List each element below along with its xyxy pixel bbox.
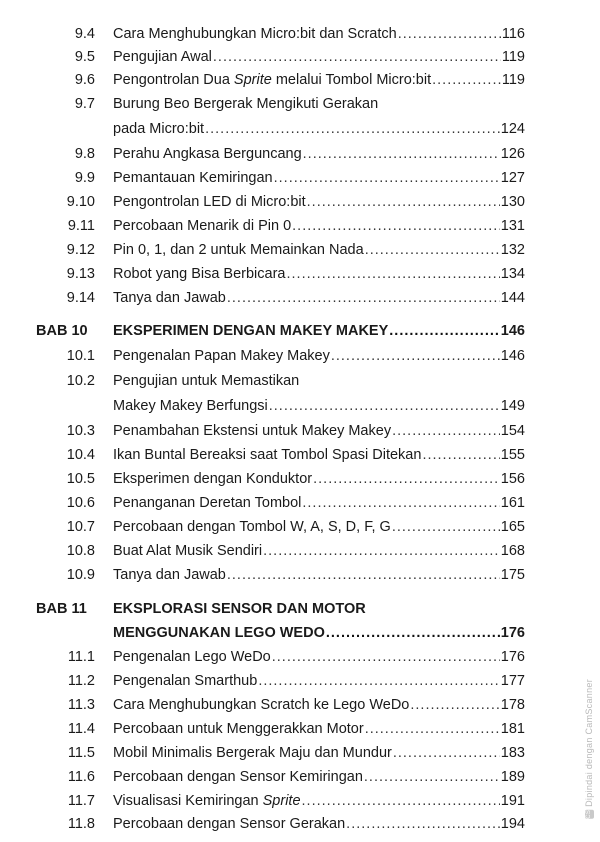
entry-page: 149 (500, 398, 525, 414)
entry-title: Percobaan dengan Sensor Gerakan (113, 816, 346, 832)
entry-title: Penambahan Ekstensi untuk Makey Makey (113, 423, 392, 439)
entry-title: Pengontrolan LED di Micro:bit (113, 194, 306, 210)
entry-number: 9.14 (66, 290, 95, 306)
entry-page: 131 (500, 218, 525, 234)
entry-page: 146 (500, 348, 525, 364)
dot-leader (227, 286, 500, 310)
entry-title: Percobaan dengan Tombol W, A, S, D, F, G (113, 519, 391, 535)
dot-leader (302, 491, 499, 515)
entry-page: 146 (500, 323, 525, 339)
entry-number: 11.7 (67, 793, 95, 809)
entry-page: 165 (500, 519, 525, 535)
dot-leader (307, 190, 500, 214)
entry-title (113, 68, 431, 92)
entry-page: 161 (500, 495, 525, 511)
entry-title: Makey Makey Berfungsi (113, 398, 268, 414)
toc-entry (0, 344, 600, 368)
entry-number: 10.5 (66, 471, 95, 487)
entry-title-part: Pengontrolan Dua (113, 72, 234, 88)
dot-leader (302, 789, 500, 813)
entry-title: Perahu Angkasa Berguncang (113, 146, 302, 162)
dot-leader (346, 812, 500, 836)
entry-number: 10.6 (66, 495, 95, 511)
entry-page: 194 (500, 816, 525, 832)
toc-entry (0, 262, 600, 286)
entry-number: 9.10 (66, 194, 95, 210)
scanner-watermark (584, 679, 594, 822)
entry-title: Pengujian Awal (113, 49, 212, 65)
entry-number: 9.12 (66, 242, 95, 258)
toc-entry (0, 214, 600, 238)
entry-number: 9.8 (74, 146, 95, 162)
entry-title: Buat Alat Musik Sendiri (113, 543, 263, 559)
entry-page: 127 (500, 170, 525, 186)
entry-title: Mobil Minimalis Bergerak Maju dan Mundur (113, 745, 392, 761)
entry-number: 11.6 (67, 769, 95, 785)
toc-entry (0, 515, 600, 539)
entry-page: 176 (500, 625, 525, 641)
toc-entry (0, 443, 600, 467)
entry-number: 10.8 (66, 543, 95, 559)
entry-title: pada Micro:bit (113, 121, 205, 137)
entry-page: 176 (500, 649, 525, 665)
entry-title: Cara Menghubungkan Micro:bit dan Scratch (113, 26, 397, 42)
entry-title: Penanganan Deretan Tombol (113, 495, 302, 511)
entry-page: 183 (500, 745, 525, 761)
entry-page: 177 (500, 673, 525, 689)
entry-number: 9.7 (74, 96, 95, 112)
entry-number: 10.1 (66, 348, 95, 364)
entry-title: Pemantauan Kemiringan (113, 170, 273, 186)
dot-leader (393, 741, 500, 765)
entry-page: 191 (500, 793, 525, 809)
entry-number: 11.4 (67, 721, 95, 737)
entry-title: Pengenalan Smarthub (113, 673, 258, 689)
toc-entry (0, 717, 600, 741)
dot-leader (392, 419, 500, 443)
toc-entry (0, 789, 600, 813)
dot-leader (263, 539, 500, 563)
dot-leader (364, 765, 500, 789)
dot-leader (365, 238, 500, 262)
dot-leader (272, 645, 500, 669)
entry-number: 10.3 (66, 423, 95, 439)
entry-page: 155 (500, 447, 525, 463)
entry-page: 126 (500, 146, 525, 162)
dot-leader (303, 142, 500, 166)
entry-title: Cara Menghubungkan Scratch ke Lego WeDo (113, 697, 410, 713)
entry-number: 9.13 (66, 266, 95, 282)
dot-leader (432, 68, 501, 92)
entry-number: 10.4 (66, 447, 95, 463)
entry-page: 168 (500, 543, 525, 559)
dot-leader (258, 669, 499, 693)
entry-title: Tanya dan Jawab (113, 567, 226, 583)
dot-leader (269, 394, 500, 418)
entry-number: 9.11 (67, 218, 95, 234)
entry-title: Eksperimen dengan Konduktor (113, 471, 313, 487)
toc-entry (0, 190, 600, 214)
dot-leader (213, 45, 501, 69)
entry-title: Ikan Buntal Bereaksi saat Tombol Spasi Ditekan (113, 447, 422, 463)
dot-leader (389, 319, 500, 343)
toc-chapter-continuation (0, 621, 600, 645)
dot-leader (392, 515, 500, 539)
toc-entry (0, 369, 600, 393)
dot-leader (365, 717, 500, 741)
toc-entry (0, 419, 600, 443)
entry-title (113, 789, 301, 813)
entry-page: 116 (501, 26, 525, 42)
entry-page: 130 (500, 194, 525, 210)
entry-page: 119 (501, 49, 525, 65)
entry-number: 10.9 (66, 567, 95, 583)
entry-page: 124 (500, 121, 525, 137)
chapter-title-line1: EKSPLORASI SENSOR DAN MOTOR (113, 601, 366, 617)
dot-leader (313, 467, 500, 491)
entry-title: Pengenalan Lego WeDo (113, 649, 271, 665)
toc-entry (0, 563, 600, 587)
toc-entry (0, 693, 600, 717)
entry-page: 144 (500, 290, 525, 306)
entry-title-line1: Pengujian untuk Memastikan (113, 373, 300, 389)
entry-title-part: melalui Tombol Micro:bit (271, 72, 432, 88)
entry-title-italic: Sprite (262, 793, 301, 809)
dot-leader (227, 563, 500, 587)
toc-entry (0, 22, 600, 46)
dot-leader (398, 22, 501, 46)
entry-page: 178 (500, 697, 525, 713)
toc-entry (0, 491, 600, 515)
entry-page: 175 (500, 567, 525, 583)
entry-title: Robot yang Bisa Berbicara (113, 266, 286, 282)
entry-number: 9.9 (74, 170, 95, 186)
entry-number: 11.1 (67, 649, 95, 665)
entry-number: 11.8 (67, 816, 95, 832)
entry-title: Tanya dan Jawab (113, 290, 226, 306)
entry-number: 11.3 (67, 697, 95, 713)
entry-title-part: Visualisasi Kemiringan (113, 793, 263, 809)
entry-title: Percobaan untuk Menggerakkan Motor (113, 721, 364, 737)
dot-leader (274, 166, 500, 190)
toc-entry-continuation (0, 394, 600, 418)
watermark-text: Dipindai dengan CamScanner (584, 679, 594, 808)
entry-title-line1: Burung Beo Bergerak Mengikuti Gerakan (113, 96, 379, 112)
entry-title: Percobaan Menarik di Pin 0 (113, 218, 292, 234)
entry-page: 156 (500, 471, 525, 487)
dot-leader (287, 262, 500, 286)
entry-title: Pengenalan Papan Makey Makey (113, 348, 330, 364)
chapter-title: MENGGUNAKAN LEGO WEDO (113, 625, 325, 641)
entry-page: 119 (501, 72, 525, 88)
entry-number: 11.5 (67, 745, 95, 761)
toc-entry (0, 467, 600, 491)
chapter-title: EKSPERIMEN DENGAN MAKEY MAKEY (113, 323, 389, 339)
toc-entry (0, 142, 600, 166)
dot-leader (331, 344, 500, 368)
entry-page: 134 (500, 266, 525, 282)
toc-entry (0, 238, 600, 262)
entry-page: 189 (500, 769, 525, 785)
toc-entry (0, 68, 600, 92)
dot-leader (326, 621, 500, 645)
dot-leader (205, 117, 500, 141)
dot-leader (422, 443, 499, 467)
toc-entry (0, 166, 600, 190)
entry-title: Percobaan dengan Sensor Kemiringan (113, 769, 363, 785)
chapter-number: BAB 11 (36, 601, 87, 617)
entry-title: Pin 0, 1, dan 2 untuk Memainkan Nada (113, 242, 364, 258)
dot-leader (292, 214, 500, 238)
toc-entry (0, 92, 600, 116)
entry-number: 10.7 (66, 519, 95, 535)
entry-number: 11.2 (67, 673, 95, 689)
toc-entry (0, 741, 600, 765)
entry-page: 181 (500, 721, 525, 737)
camscanner-icon: CS (586, 810, 592, 819)
entry-number: 9.6 (74, 72, 95, 88)
toc-entry (0, 645, 600, 669)
entry-number: 9.4 (74, 26, 95, 42)
entry-number: 9.5 (74, 49, 95, 65)
entry-number: 10.2 (66, 373, 95, 389)
entry-page: 154 (500, 423, 525, 439)
toc-entry-continuation (0, 117, 600, 141)
dot-leader (410, 693, 499, 717)
toc-chapter (0, 597, 600, 621)
toc-entry (0, 286, 600, 310)
toc-entry (0, 812, 600, 836)
entry-page: 132 (500, 242, 525, 258)
toc-entry (0, 539, 600, 563)
toc-entry (0, 765, 600, 789)
toc-entry (0, 45, 600, 69)
toc-chapter (0, 319, 600, 343)
toc-entry (0, 669, 600, 693)
entry-title-italic: Sprite (233, 72, 272, 88)
chapter-number: BAB 10 (36, 323, 88, 339)
